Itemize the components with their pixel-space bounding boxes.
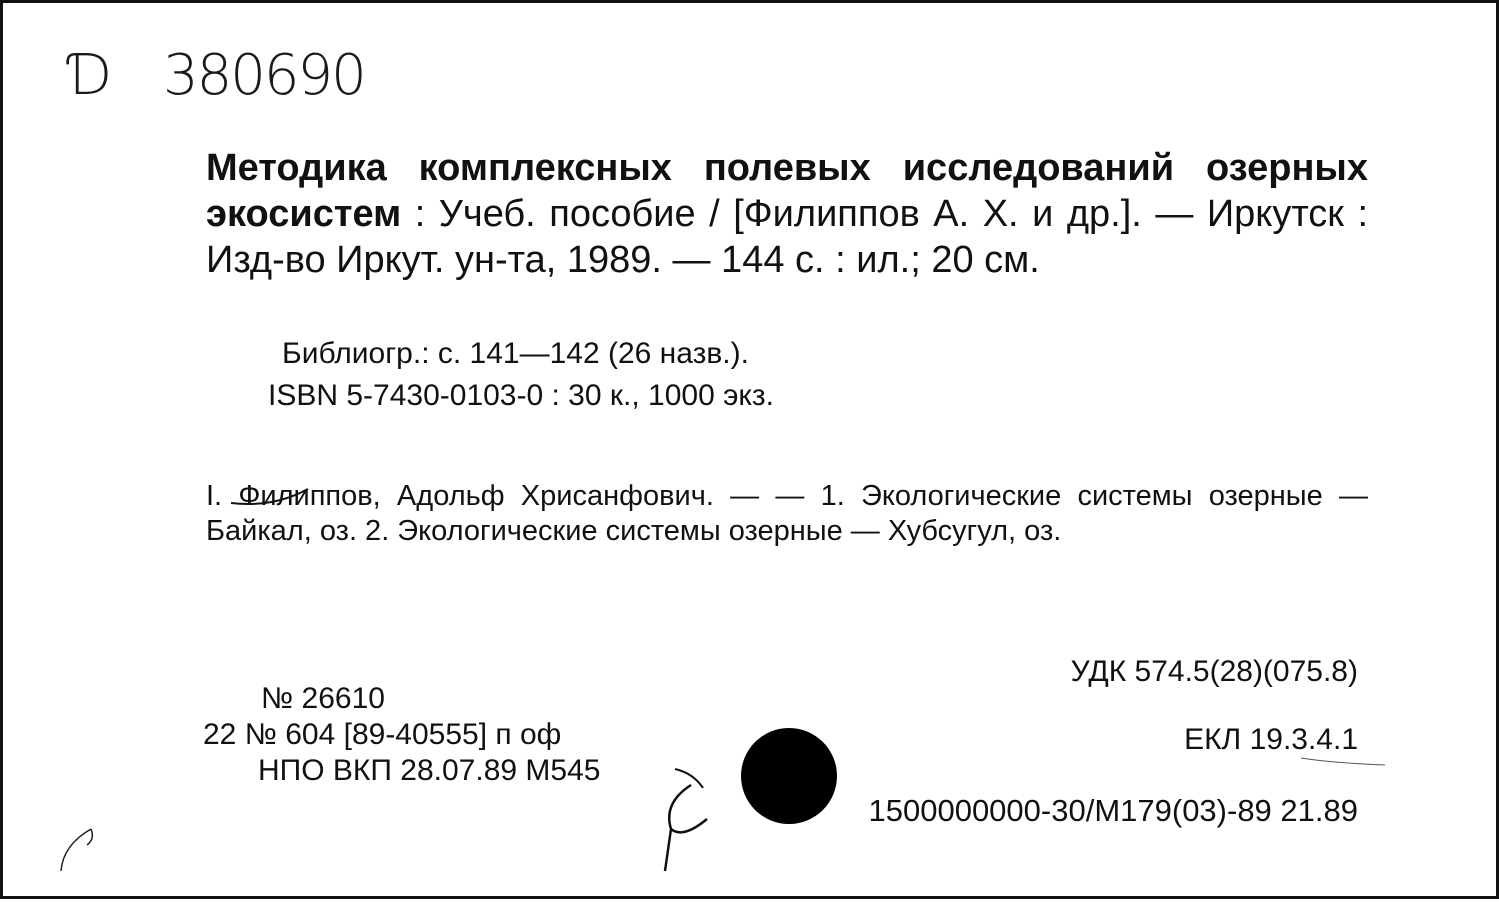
udk-code: УДК 574.5(28)(075.8) xyxy=(1070,655,1358,688)
isbn-line: ISBN 5-7430-0103-0 : 30 к., 1000 экз. xyxy=(268,379,774,412)
handwritten-scribble xyxy=(665,785,707,871)
publication-details: : Учеб. пособие / [Филиппов А. Х. и др.]. — Иркутск : Изд-во Иркут. ун-та, 1989. — 144 с. : ил.; 20 см. xyxy=(206,193,1368,281)
handwritten-letter: Ɗ xyxy=(69,43,116,108)
underline-stroke xyxy=(231,489,308,504)
bibliography-note: Библиогр.: с. 141—142 (26 назв.). xyxy=(282,337,749,370)
ekl-underline xyxy=(1301,758,1385,765)
npo-line: НПО ВКП 28.07.89 М545 xyxy=(258,754,601,787)
corner-scribble xyxy=(61,829,92,871)
record-number: № 26610 xyxy=(261,682,385,715)
handwritten-inventory-number: 380690 xyxy=(163,43,365,108)
book-title: Методика комплексных полевых исследований озерных экосистем xyxy=(206,147,1368,235)
pen-marks xyxy=(3,3,1499,902)
ekl-code: ЕКЛ 19.3.4.1 xyxy=(1184,723,1358,756)
subject-tracing: I. Филиппов, Адольф Хрисанфович. — — 1. Экологические системы озерные — Байкал, оз. 2. Экологические системы озерные — Хубсугул, оз. xyxy=(206,480,1368,547)
order-line: 22 № 604 [89-40555] п оф xyxy=(203,718,562,751)
catalog-code: 1500000000-30/М179(03)-89 21.89 xyxy=(868,793,1358,828)
